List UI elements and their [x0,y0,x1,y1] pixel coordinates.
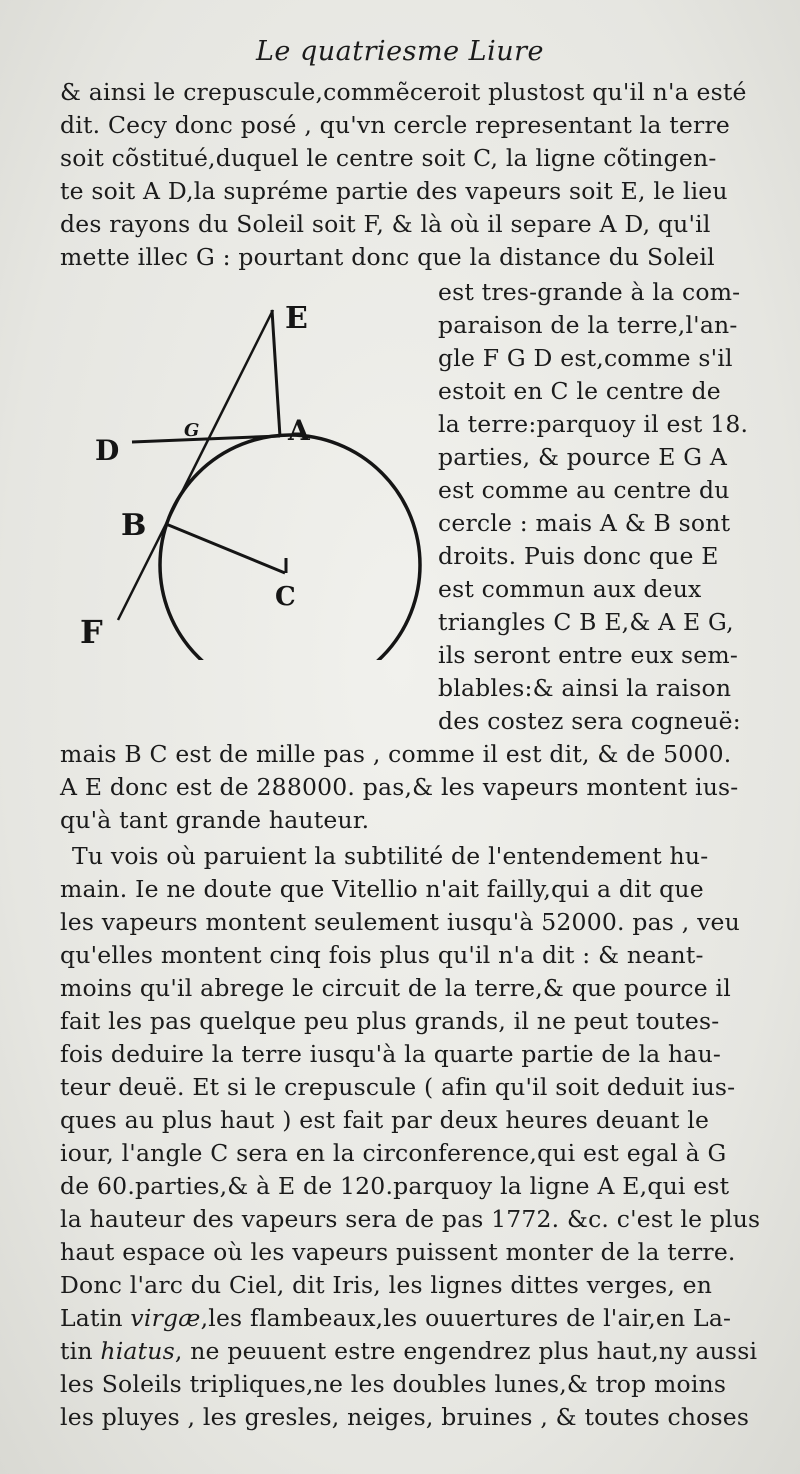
text-line: A E donc est de 288000. pas,& les vapeurs montent ius- [60,773,739,801]
italic-word-virgae: virgæ [130,1304,201,1332]
text-line: dit. Cecy donc posé , qu'vn cercle representant la terre [60,111,730,139]
label-B: B [121,508,147,543]
text-line: haut espace où les vapeurs puissent monter de la terre. [60,1238,736,1266]
text-line: ques au plus haut ) est fait par deux heures deuant le [60,1106,710,1134]
running-title: Le quatriesme Liure [256,36,544,67]
text-line: est tres-grande à la com- [438,278,741,306]
text-line: estoit en C le centre de [438,377,721,405]
text-line: blables:& ainsi la raison [438,674,732,702]
radius-BC [166,524,285,573]
text-line: te soit A D,la supréme partie des vapeurs soit E, le lieu [60,177,728,205]
text-line: qu'elles montent cinq fois plus qu'il n'a dit : & neant- [60,941,704,969]
text-line: main. Ie ne doute que Vitellio n'ait failly,qui a dit que [60,875,704,903]
geometry-diagram [80,290,430,660]
label-D: D [95,434,120,467]
text-line: droits. Puis donc que E [438,542,719,570]
text-line-latin [60,1302,731,1335]
text-line: de 60.parties,& à E de 120.parquoy la ligne A E,qui est [60,1172,730,1200]
sun-ray-FE [118,310,273,620]
text-span: , ne peuuent estre engendrez plus haut,ny aussi [174,1337,758,1365]
text-line-hiatus [60,1335,757,1368]
text-line: cercle : mais A & B sont [438,509,731,537]
text-line: est commun aux deux [438,575,702,603]
text-line: est comme au centre du [438,476,730,504]
text-line: des costez sera cogneuë: [438,707,741,735]
label-C: C [275,582,296,612]
text-line: triangles C B E,& A E G, [438,608,734,636]
text-line: gle F G D est,comme s'il [438,344,733,372]
text-line: paraison de la terre,l'an- [438,311,738,339]
text-line: la hauteur des vapeurs sera de pas 1772. &c. c'est le plus [60,1205,761,1233]
label-G: G [184,420,200,441]
text-line: Donc l'arc du Ciel, dit Iris, les lignes dittes verges, en [60,1271,713,1299]
text-span: ,les flambeaux,les ouuertures de l'air,en La- [200,1304,732,1332]
text-line: les Soleils tripliques,ne les doubles lunes,& trop moins [60,1370,727,1398]
text-line: la terre:parquoy il est 18. [438,410,749,438]
text-line: fois deduire la terre iusqu'à la quarte partie de la hau- [60,1040,722,1068]
paragraph-first-line: Tu vois où paruient la subtilité de l'entendement hu- [72,842,709,870]
text-line: soit cõstitué,duquel le centre soit C, la ligne cõtingen- [60,144,717,172]
text-line: qu'à tant grande hauteur. [60,806,370,834]
italic-word-hiatus: hiatus [100,1337,175,1365]
text-line: mette illec G : pourtant donc que la distance du Soleil [60,243,715,271]
text-line: teur deuë. Et si le crepuscule ( afin qu'il soit deduit ius- [60,1073,736,1101]
text-line: ils seront entre eux sem- [438,641,739,669]
text-line: parties, & pource E G A [438,443,728,471]
text-span: tin [60,1337,101,1365]
text-line: les pluyes , les gresles, neiges, bruines , & toutes choses [60,1403,750,1431]
text-line: & ainsi le crepuscule,commẽceroit plustost qu'il n'a esté [60,78,747,106]
label-A: A [288,414,310,447]
earth-circle [160,435,420,660]
text-span: Latin [60,1304,131,1332]
label-E: E [285,301,308,336]
text-line: les vapeurs montent seulement iusqu'à 52000. pas , veu [60,908,740,936]
line-AE [272,310,280,437]
text-line: mais B C est de mille pas , comme il est dit, & de 5000. [60,740,732,768]
text-line: iour, l'angle C sera en la circonference,qui est egal à G [60,1139,727,1167]
text-line: moins qu'il abrege le circuit de la terre,& que pource il [60,974,731,1002]
label-F: F [80,613,103,651]
text-line: des rayons du Soleil soit F, & là où il separe A D, qu'il [60,210,711,238]
text-line: fait les pas quelque peu plus grands, il ne peut toutes- [60,1007,720,1035]
